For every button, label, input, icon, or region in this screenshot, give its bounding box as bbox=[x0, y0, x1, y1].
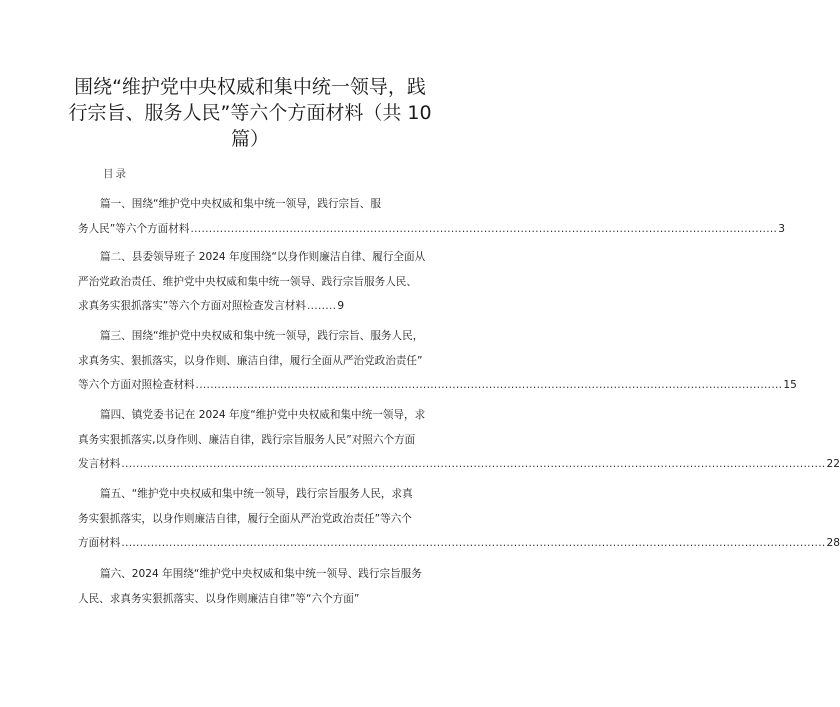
toc-entry-last-line bbox=[78, 294, 428, 319]
toc-entry-last-line bbox=[78, 217, 785, 242]
toc-entry[interactable] bbox=[78, 192, 785, 241]
toc-entry-line: 篇四、镇党委书记在 2024 年度“维护党中央权威和集中统一领导，求 bbox=[100, 409, 426, 421]
toc-entry-line: 严治党政治责任、维护党中央权威和集中统一领导、践行宗旨服务人民、 bbox=[78, 275, 417, 288]
toc-page-number: 15 bbox=[783, 379, 797, 391]
toc-entry-text: 等六个方面对照检查材料 bbox=[78, 379, 195, 391]
title-line: 行宗旨、服务人民”等六个方面材料（共 10 bbox=[68, 102, 432, 124]
toc-entry-line: 篇三、围绕“维护党中央权威和集中统一领导，践行宗旨、服务人民， bbox=[100, 330, 424, 342]
toc-entry-text: 务人民”等六个方面材料 bbox=[78, 222, 190, 235]
toc-page-number: 3 bbox=[778, 222, 785, 235]
toc-entry-last-line bbox=[78, 452, 840, 477]
toc-heading: 目录 bbox=[103, 168, 128, 180]
toc-entry-line: 篇五、“维护党中央权威和集中统一领导，践行宗旨服务人民，求真 bbox=[100, 488, 413, 500]
toc-entry-text: 方面材料 bbox=[78, 537, 121, 549]
toc-entry-last-line bbox=[78, 373, 797, 398]
toc-entry-line: 真务实狠抓落实,以身作则、廉洁自律，践行宗旨服务人民”对照六个方面 bbox=[78, 433, 416, 446]
toc-leader-dots: ................................................................................................................................................................................................ bbox=[121, 458, 826, 470]
toc-page-number: 22 bbox=[826, 458, 840, 470]
toc-entry-line: 务实狠抓落实，以身作则廉洁自律，履行全面从严治党政治责任”等六个 bbox=[78, 512, 412, 525]
toc-entry-text: 发言材料 bbox=[78, 458, 121, 470]
toc-page-number: 9 bbox=[337, 300, 345, 312]
toc-leader-dots: ................................................................................................................................................................ bbox=[190, 222, 778, 235]
toc-entry-line: 求真务实、狠抓落实，以身作则、廉洁自律，履行全面从严治党政治责任” bbox=[78, 354, 423, 367]
toc-entry[interactable] bbox=[78, 482, 840, 556]
title-line: 篇） bbox=[230, 128, 269, 150]
title-line: 围绕“维护党中央权威和集中统一领导，践 bbox=[74, 76, 426, 98]
document-title bbox=[50, 74, 450, 152]
toc-entry-line: 篇一、围绕“维护党中央权威和集中统一领导，践行宗旨、服 bbox=[100, 198, 381, 210]
toc-entry[interactable] bbox=[78, 562, 428, 611]
toc-entry[interactable] bbox=[78, 245, 428, 319]
toc-entry-text: 求真务实狠抓落实”等六个方面对照检查发言材料 bbox=[78, 300, 306, 312]
toc-entry[interactable] bbox=[78, 324, 797, 398]
toc-entry-line: 篇二、县委领导班子 2024 年度围绕“以身作则廉洁自律、履行全面从 bbox=[100, 251, 426, 263]
toc-entry-line: 篇六、2024 年围绕“维护党中央权威和集中统一领导、践行宗旨服务 bbox=[100, 568, 422, 580]
toc-page-number: 28 bbox=[826, 537, 840, 549]
toc-entry[interactable] bbox=[78, 403, 840, 477]
toc-entry-line: 人民、求真务实狠抓落实、以身作则廉洁自律”等“六个方面” bbox=[78, 592, 360, 605]
toc-leader-dots: ................................................................................................................................................................................................ bbox=[121, 537, 826, 549]
toc-entry-last-line bbox=[78, 531, 840, 556]
toc-leader-dots: ................................................................................................................................................................ bbox=[195, 379, 783, 391]
toc-leader-dots: ........ bbox=[306, 300, 337, 312]
